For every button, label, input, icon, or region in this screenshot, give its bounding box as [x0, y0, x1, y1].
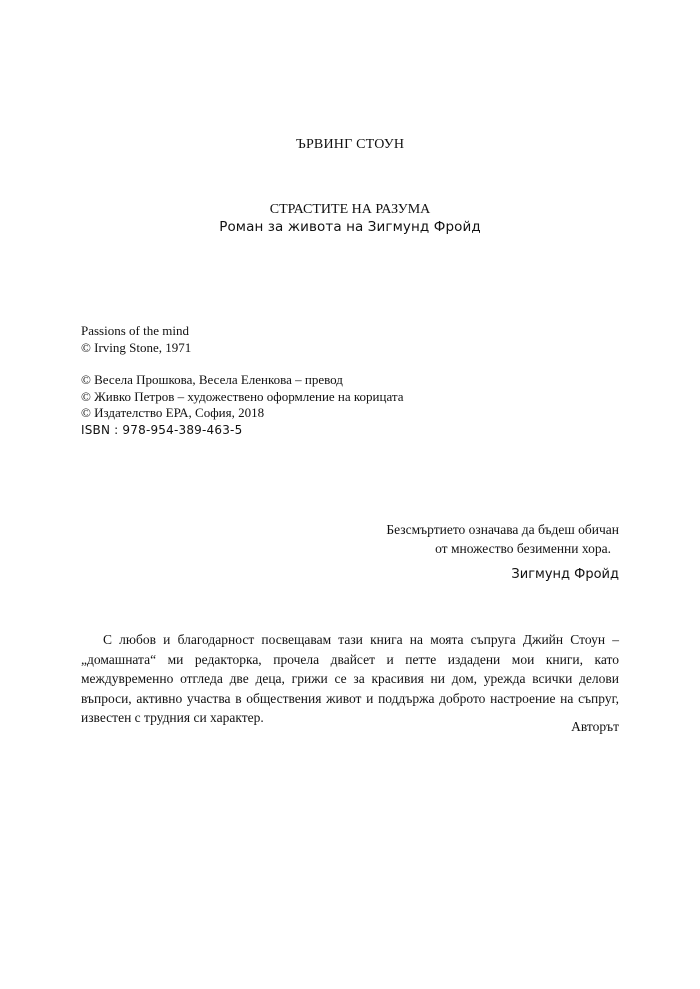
dedication-line: „домашната“ ми редакторка, прочела двайсет и петте издадени мои книги, като	[81, 651, 619, 667]
book-subtitle: Роман за живота на Зигмунд Фройд	[219, 219, 481, 235]
epigraph-line-1: Безсмъртието означава да бъдеш обичан	[386, 522, 619, 537]
publisher-credit: © Издателство ЕРА, София, 2018	[81, 405, 265, 420]
dedication-line: известен с трудния си характер.	[81, 710, 264, 725]
original-copyright: © Irving Stone, 1971	[81, 339, 192, 355]
dedication	[81, 630, 619, 728]
cover-design-credit: © Живко Петров – художествено оформление на корицата	[81, 388, 404, 404]
epigraph-author: Зигмунд Фройд	[511, 567, 619, 582]
dedication-line: С любов и благодарност посвещавам тази книга на моята съпруга Джийн Стоун –	[103, 632, 619, 647]
book-title: СТРАСТИТЕ НА РАЗУМА	[269, 202, 431, 217]
dedication-signature: Авторът	[571, 719, 619, 734]
isbn: ISBN : 978-954-389-463-5	[81, 422, 243, 437]
translation-credit: © Весела Прошкова, Весела Еленкова – превод	[81, 372, 343, 387]
original-title: Passions of the mind	[81, 323, 189, 338]
dedication-line: междувременно отгледа две деца, грижи се за красивия ни дом, урежда всички делови	[81, 671, 619, 686]
epigraph-line-2: от множество безименни хора.	[435, 541, 611, 556]
epigraph	[386, 520, 619, 558]
author-name: ЪРВИНГ СТОУН	[295, 137, 405, 152]
copyright-spacer	[81, 356, 404, 372]
copyright-block	[81, 323, 404, 438]
dedication-line: въпроси, активно участва в обществения живот и поддържа доброто настроение на съпруг,	[81, 690, 619, 706]
